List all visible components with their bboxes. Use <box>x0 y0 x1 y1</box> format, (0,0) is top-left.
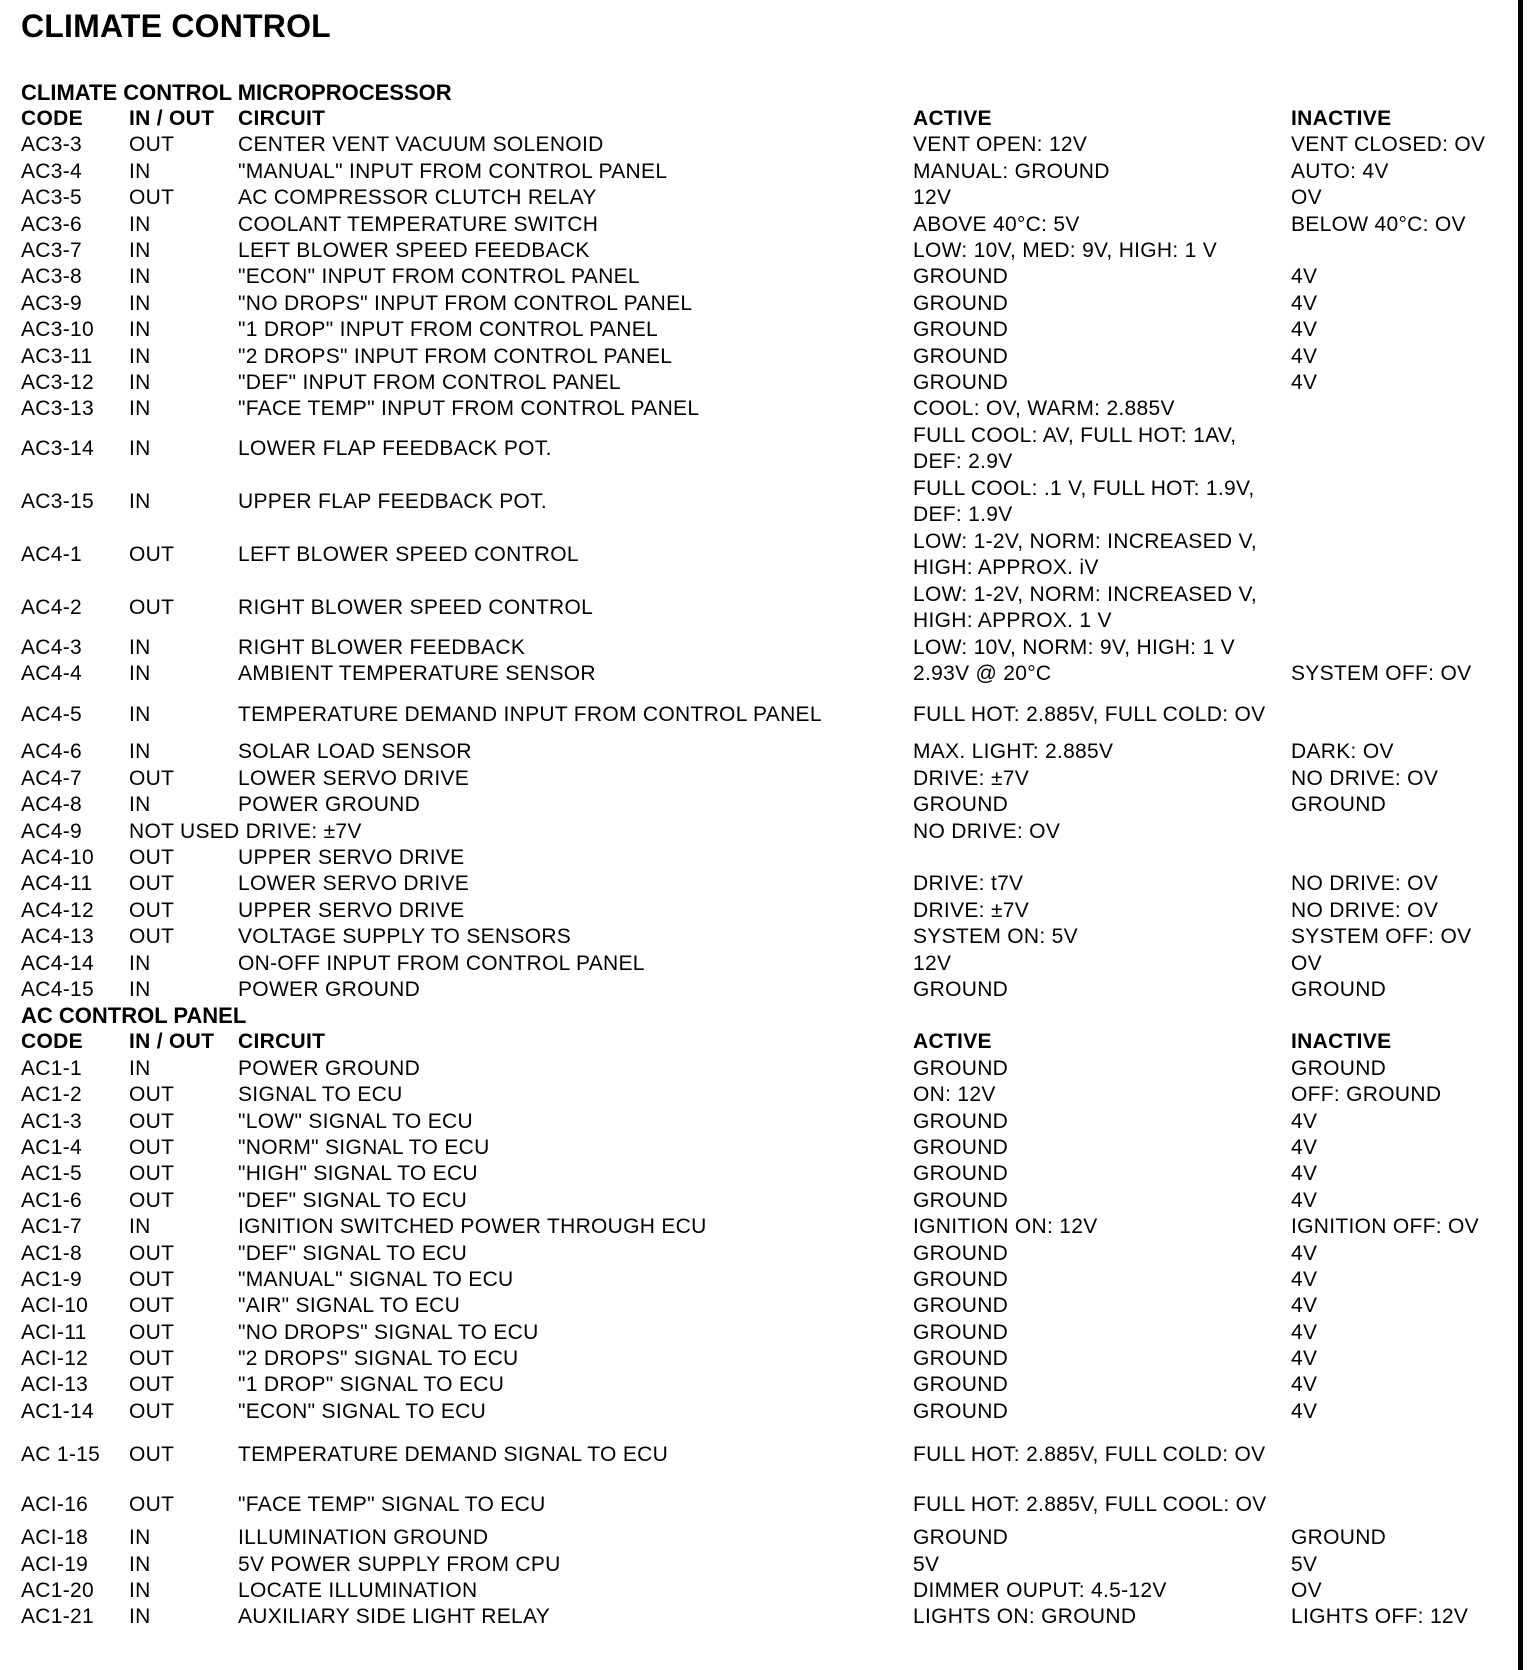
table-row <box>21 291 1501 317</box>
table-row <box>21 1399 1501 1425</box>
row-code: AC1-6 <box>21 1188 83 1212</box>
row-circuit: "NO DROPS" SIGNAL TO ECU <box>238 1320 539 1344</box>
table-row <box>21 529 1501 582</box>
row-active-value: LOW: 1-2V, NORM: INCREASED V, HIGH: APPROX. 1 V <box>913 582 1258 633</box>
row-active-value: GROUND <box>913 344 1009 368</box>
row-inactive-value: NO DRIVE: OV <box>1291 898 1439 922</box>
table-row <box>21 1372 1501 1398</box>
row-active-value: GROUND <box>913 1347 1009 1371</box>
row-circuit: RIGHT BLOWER SPEED CONTROL <box>238 595 594 619</box>
row-circuit: TEMPERATURE DEMAND INPUT FROM CONTROL PANEL <box>238 703 822 727</box>
row-in-out: NOT USED DRIVE: ±7V <box>129 819 362 843</box>
row-in-out: IN <box>129 291 151 315</box>
row-circuit: IGNITION SWITCHED POWER THROUGH ECU <box>238 1215 707 1239</box>
table-row <box>21 185 1501 211</box>
row-active-value: GROUND <box>913 370 1009 394</box>
row-code: AC3-14 <box>21 436 95 460</box>
header-code: CODE <box>21 107 83 130</box>
row-inactive-value: GROUND <box>1291 793 1387 817</box>
row-active-value: GROUND <box>913 793 1009 817</box>
row-active-value: LOW: 10V, NORM: 9V, HIGH: 1 V <box>913 635 1235 659</box>
row-active-value: GROUND <box>913 265 1009 289</box>
row-inactive-value: GROUND <box>1291 1056 1387 1080</box>
row-circuit: "1 DROP" SIGNAL TO ECU <box>238 1373 505 1397</box>
row-inactive-value: GROUND <box>1291 1526 1387 1550</box>
row-circuit: UPPER SERVO DRIVE <box>238 898 465 922</box>
row-active-value: GROUND <box>913 1188 1009 1212</box>
row-in-out: OUT <box>129 1241 175 1265</box>
row-active-value: SYSTEM ON: 5V <box>913 925 1078 949</box>
row-circuit: "FACE TEMP" INPUT FROM CONTROL PANEL <box>238 397 700 421</box>
row-in-out: OUT <box>129 898 175 922</box>
row-inactive-value: AUTO: 4V <box>1291 159 1389 183</box>
row-code: ACI-16 <box>21 1493 89 1517</box>
row-active-value: ON: 12V <box>913 1083 996 1107</box>
row-active-value: 12V <box>913 186 952 210</box>
row-active-value: GROUND <box>913 1056 1009 1080</box>
row-in-out: IN <box>129 635 151 659</box>
row-in-out: IN <box>129 159 151 183</box>
header-active: ACTIVE <box>913 1030 992 1054</box>
row-circuit: VOLTAGE SUPPLY TO SENSORS <box>238 925 572 949</box>
row-in-out: OUT <box>129 595 175 619</box>
header-circuit: CIRCUIT <box>238 107 326 130</box>
table-row <box>21 1056 1501 1082</box>
row-code: AC4-10 <box>21 846 95 870</box>
row-code: AC4-15 <box>21 977 95 1001</box>
table-row <box>21 317 1501 343</box>
page-title: CLIMATE CONTROL <box>21 8 331 44</box>
row-in-out: OUT <box>129 1373 175 1397</box>
row-active-value: FULL HOT: 2.885V, FULL COOL: OV <box>913 1493 1267 1517</box>
row-active-value: FULL HOT: 2.885V, FULL COLD: OV <box>913 1443 1266 1467</box>
row-code: AC1-3 <box>21 1109 83 1133</box>
header-in-out: IN / OUT <box>129 1030 215 1054</box>
row-active-value: 12V <box>913 951 952 975</box>
row-code: ACI-10 <box>21 1294 89 1318</box>
row-active-value: LOW: 1-2V, NORM: INCREASED V, HIGH: APPROX. iV <box>913 529 1258 580</box>
row-in-out: IN <box>129 489 151 513</box>
row-in-out: OUT <box>129 1188 175 1212</box>
row-circuit: "AIR" SIGNAL TO ECU <box>238 1294 461 1318</box>
row-circuit: POWER GROUND <box>238 793 421 817</box>
column-header-row <box>21 1029 1501 1055</box>
table-row <box>21 924 1501 950</box>
row-in-out: IN <box>129 238 151 262</box>
table-row <box>21 739 1501 765</box>
row-circuit: AMBIENT TEMPERATURE SENSOR <box>238 662 596 686</box>
row-code: AC4-11 <box>21 872 93 896</box>
row-circuit: ON-OFF INPUT FROM CONTROL PANEL <box>238 951 645 975</box>
row-inactive-value: VENT CLOSED: OV <box>1291 133 1486 157</box>
row-in-out: OUT <box>129 1320 175 1344</box>
section-ac-control-panel <box>21 1003 1501 1630</box>
row-circuit: CENTER VENT VACUUM SOLENOID <box>238 133 604 157</box>
table-row <box>21 1552 1501 1578</box>
row-circuit: "ECON" INPUT FROM CONTROL PANEL <box>238 265 640 289</box>
row-active-value: FULL HOT: 2.885V, FULL COLD: OV <box>913 703 1266 727</box>
row-active-value: 2.93V @ 20°C <box>913 662 1052 686</box>
row-in-out: IN <box>129 1215 151 1239</box>
row-inactive-value: 4V <box>1291 1267 1318 1291</box>
row-active-value: LOW: 10V, MED: 9V, HIGH: 1 V <box>913 238 1218 262</box>
row-circuit: "2 DROPS" SIGNAL TO ECU <box>238 1347 519 1371</box>
table-row <box>21 766 1501 792</box>
header-inactive: INACTIVE <box>1291 1030 1392 1054</box>
table-row <box>21 1485 1501 1525</box>
row-code: AC3-10 <box>21 318 95 342</box>
row-in-out: OUT <box>129 1109 175 1133</box>
row-in-out: IN <box>129 1579 151 1603</box>
row-in-out: OUT <box>129 1135 175 1159</box>
row-circuit: "2 DROPS" INPUT FROM CONTROL PANEL <box>238 344 673 368</box>
table-rows <box>21 1056 1501 1631</box>
section-title: CLIMATE CONTROL MICROPROCESSOR <box>21 80 452 105</box>
row-in-out: OUT <box>129 1493 175 1517</box>
row-circuit: POWER GROUND <box>238 1056 421 1080</box>
table-row <box>21 264 1501 290</box>
page-border-rule <box>1518 0 1523 1670</box>
row-in-out: OUT <box>129 846 175 870</box>
table-row <box>21 695 1501 735</box>
row-active-value: GROUND <box>913 1109 1009 1133</box>
row-circuit: "HIGH" SIGNAL TO ECU <box>238 1162 478 1186</box>
row-code: AC3-7 <box>21 238 83 262</box>
row-circuit: COOLANT TEMPERATURE SWITCH <box>238 212 599 236</box>
row-active-value: ABOVE 40°C: 5V <box>913 212 1080 236</box>
header-code: CODE <box>21 1030 83 1054</box>
row-in-out: OUT <box>129 1347 175 1371</box>
row-active-value: COOL: OV, WARM: 2.885V <box>913 397 1175 421</box>
row-code: AC3-11 <box>21 344 93 368</box>
row-circuit: RIGHT BLOWER FEEDBACK <box>238 635 526 659</box>
row-in-out: IN <box>129 951 151 975</box>
row-code: AC3-12 <box>21 370 95 394</box>
row-circuit: POWER GROUND <box>238 977 421 1001</box>
row-code: AC4-9 <box>21 819 83 843</box>
table-row <box>21 476 1501 529</box>
row-code: AC3-3 <box>21 133 83 157</box>
row-inactive-value: 4V <box>1291 1399 1318 1423</box>
row-active-value: LIGHTS ON: GROUND <box>913 1605 1137 1629</box>
row-in-out: OUT <box>129 133 175 157</box>
row-inactive-value: SYSTEM OFF: OV <box>1291 662 1472 686</box>
row-inactive-value: 4V <box>1291 1373 1318 1397</box>
table-row <box>21 1214 1501 1240</box>
table-row <box>21 1604 1501 1630</box>
table-row <box>21 344 1501 370</box>
section-title: AC CONTROL PANEL <box>21 1003 247 1029</box>
row-inactive-value: NO DRIVE: OV <box>1291 872 1439 896</box>
row-code: AC1-4 <box>21 1135 83 1159</box>
table-row <box>21 159 1501 185</box>
table-row <box>21 1188 1501 1214</box>
row-inactive-value: 4V <box>1291 1135 1318 1159</box>
table-row <box>21 871 1501 897</box>
row-code: AC4-12 <box>21 898 95 922</box>
row-code: AC4-3 <box>21 635 83 659</box>
row-active-value: FULL COOL: .1 V, FULL HOT: 1.9V, DEF: 1.9V <box>913 476 1255 527</box>
row-inactive-value: GROUND <box>1291 977 1387 1001</box>
row-active-value: GROUND <box>913 1267 1009 1291</box>
row-in-out: IN <box>129 1552 151 1576</box>
row-in-out: OUT <box>129 872 175 896</box>
row-code: AC1-21 <box>21 1605 95 1629</box>
row-active-value: GROUND <box>913 1399 1009 1423</box>
section-microprocessor <box>21 80 1501 1003</box>
table-row <box>21 1082 1501 1108</box>
table-row <box>21 1435 1501 1475</box>
row-inactive-value: LIGHTS OFF: 12V <box>1291 1605 1469 1629</box>
row-inactive-value: NO DRIVE: OV <box>1291 766 1439 790</box>
row-circuit: LOCATE ILLUMINATION <box>238 1579 478 1603</box>
row-in-out: OUT <box>129 766 175 790</box>
row-in-out: IN <box>129 703 151 727</box>
row-in-out: OUT <box>129 1162 175 1186</box>
row-circuit: AUXILIARY SIDE LIGHT RELAY <box>238 1605 551 1629</box>
row-code: AC3-4 <box>21 159 83 183</box>
row-inactive-value: 4V <box>1291 1294 1318 1318</box>
row-inactive-value: 4V <box>1291 1109 1318 1133</box>
row-in-out: IN <box>129 1056 151 1080</box>
header-circuit: CIRCUIT <box>238 1030 326 1054</box>
row-circuit: UPPER SERVO DRIVE <box>238 846 465 870</box>
row-in-out: IN <box>129 740 151 764</box>
row-active-value: GROUND <box>913 1162 1009 1186</box>
row-inactive-value: 4V <box>1291 1347 1318 1371</box>
row-code: AC4-14 <box>21 951 95 975</box>
row-code: AC3-8 <box>21 265 83 289</box>
row-circuit: "DEF" SIGNAL TO ECU <box>238 1241 468 1265</box>
row-inactive-value: 4V <box>1291 1241 1318 1265</box>
row-active-value: MANUAL: GROUND <box>913 159 1110 183</box>
table-row <box>21 1161 1501 1187</box>
table-row <box>21 635 1501 661</box>
row-inactive-value: IGNITION OFF: OV <box>1291 1215 1479 1239</box>
table-row <box>21 1525 1501 1551</box>
row-active-value: GROUND <box>913 1373 1009 1397</box>
table-row <box>21 661 1501 687</box>
table-row <box>21 898 1501 924</box>
row-code: AC4-4 <box>21 662 83 686</box>
row-inactive-value: DARK: OV <box>1291 740 1394 764</box>
row-inactive-value: 4V <box>1291 291 1318 315</box>
row-circuit: "NO DROPS" INPUT FROM CONTROL PANEL <box>238 291 693 315</box>
row-in-out: IN <box>129 662 151 686</box>
row-circuit: "FACE TEMP" SIGNAL TO ECU <box>238 1493 546 1517</box>
document-body <box>21 80 1501 1631</box>
row-in-out: IN <box>129 1605 151 1629</box>
row-code: AC4-13 <box>21 925 95 949</box>
table-row <box>21 1293 1501 1319</box>
row-active-value: GROUND <box>913 318 1009 342</box>
table-row <box>21 977 1501 1003</box>
table-row <box>21 238 1501 264</box>
column-header-row <box>21 106 1501 132</box>
row-circuit: UPPER FLAP FEEDBACK POT. <box>238 489 548 513</box>
row-inactive-value: 4V <box>1291 1162 1318 1186</box>
row-code: AC1-8 <box>21 1241 83 1265</box>
row-inactive-value: OV <box>1291 186 1322 210</box>
row-active-value: 5V <box>913 1552 940 1576</box>
row-in-out: IN <box>129 318 151 342</box>
table-row <box>21 1346 1501 1372</box>
row-circuit: SIGNAL TO ECU <box>238 1083 403 1107</box>
table-row <box>21 132 1501 158</box>
row-active-value: DIMMER OUPUT: 4.5-12V <box>913 1579 1167 1603</box>
header-inactive: INACTIVE <box>1291 107 1392 130</box>
row-code: AC1-1 <box>21 1056 83 1080</box>
table-row <box>21 1578 1501 1604</box>
row-active-value: FULL COOL: AV, FULL HOT: 1AV, DEF: 2.9V <box>913 423 1237 474</box>
row-in-out: IN <box>129 344 151 368</box>
row-in-out: IN <box>129 793 151 817</box>
row-inactive-value: SYSTEM OFF: OV <box>1291 925 1472 949</box>
row-active-value: GROUND <box>913 1294 1009 1318</box>
row-code: ACI-18 <box>21 1526 89 1550</box>
table-rows <box>21 132 1501 1003</box>
row-code: ACI-12 <box>21 1347 89 1371</box>
row-in-out: OUT <box>129 925 175 949</box>
row-code: AC3-13 <box>21 397 95 421</box>
row-active-value: GROUND <box>913 1241 1009 1265</box>
row-code: AC4-2 <box>21 595 83 619</box>
row-in-out: OUT <box>129 1294 175 1318</box>
row-in-out: IN <box>129 436 151 460</box>
row-active-value: GROUND <box>913 1526 1009 1550</box>
row-code: AC1-5 <box>21 1162 83 1186</box>
row-in-out: IN <box>129 265 151 289</box>
row-in-out: OUT <box>129 1443 175 1467</box>
row-active-value: GROUND <box>913 1320 1009 1344</box>
row-circuit: "NORM" SIGNAL TO ECU <box>238 1135 490 1159</box>
row-code: AC4-7 <box>21 766 83 790</box>
table-row <box>21 951 1501 977</box>
row-active-value: NO DRIVE: OV <box>913 819 1061 843</box>
row-active-value: DRIVE: ±7V <box>913 766 1030 790</box>
table-row <box>21 582 1501 635</box>
row-circuit: "MANUAL" SIGNAL TO ECU <box>238 1267 514 1291</box>
row-code: ACI-13 <box>21 1373 89 1397</box>
table-row <box>21 1320 1501 1346</box>
row-in-out: OUT <box>129 1267 175 1291</box>
header-active: ACTIVE <box>913 107 992 130</box>
row-code: AC4-5 <box>21 703 83 727</box>
table-row <box>21 423 1501 476</box>
row-in-out: OUT <box>129 542 175 566</box>
row-code: AC4-1 <box>21 542 83 566</box>
header-in-out: IN / OUT <box>129 107 215 130</box>
row-code: ACI-19 <box>21 1552 89 1576</box>
row-active-value: DRIVE: t7V <box>913 872 1024 896</box>
table-row <box>21 792 1501 818</box>
row-circuit: LOWER FLAP FEEDBACK POT. <box>238 436 552 460</box>
row-in-out: OUT <box>129 186 175 210</box>
row-inactive-value: 4V <box>1291 344 1318 368</box>
row-active-value: DRIVE: ±7V <box>913 898 1030 922</box>
row-in-out: IN <box>129 1526 151 1550</box>
table-row <box>21 1135 1501 1161</box>
row-circuit: SOLAR LOAD SENSOR <box>238 740 472 764</box>
row-code: AC4-6 <box>21 740 83 764</box>
table-row <box>21 1267 1501 1293</box>
row-circuit: "ECON" SIGNAL TO ECU <box>238 1399 487 1423</box>
row-code: AC3-15 <box>21 489 95 513</box>
row-active-value: GROUND <box>913 291 1009 315</box>
row-code: AC3-9 <box>21 291 83 315</box>
row-code: AC 1-15 <box>21 1443 101 1467</box>
row-circuit: "DEF" INPUT FROM CONTROL PANEL <box>238 370 621 394</box>
row-inactive-value: BELOW 40°C: OV <box>1291 212 1466 236</box>
row-inactive-value: OV <box>1291 1579 1322 1603</box>
row-circuit: "1 DROP" INPUT FROM CONTROL PANEL <box>238 318 658 342</box>
row-code: AC3-6 <box>21 212 83 236</box>
row-inactive-value: 4V <box>1291 1188 1318 1212</box>
table-row <box>21 1241 1501 1267</box>
row-circuit: LOWER SERVO DRIVE <box>238 766 470 790</box>
row-in-out: IN <box>129 370 151 394</box>
row-circuit: "LOW" SIGNAL TO ECU <box>238 1109 473 1133</box>
row-circuit: LEFT BLOWER SPEED CONTROL <box>238 542 579 566</box>
row-circuit: ILLUMINATION GROUND <box>238 1526 489 1550</box>
row-active-value: VENT OPEN: 12V <box>913 133 1088 157</box>
row-code: AC3-5 <box>21 186 83 210</box>
table-row <box>21 396 1501 422</box>
row-circuit: LEFT BLOWER SPEED FEEDBACK <box>238 238 590 262</box>
row-in-out: OUT <box>129 1083 175 1107</box>
row-in-out: IN <box>129 397 151 421</box>
row-inactive-value: 4V <box>1291 370 1318 394</box>
row-active-value: GROUND <box>913 1135 1009 1159</box>
row-circuit: "DEF" SIGNAL TO ECU <box>238 1188 468 1212</box>
table-row <box>21 1109 1501 1135</box>
row-code: AC1-2 <box>21 1083 83 1107</box>
row-active-value: MAX. LIGHT: 2.885V <box>913 740 1114 764</box>
row-inactive-value: 5V <box>1291 1552 1318 1576</box>
row-circuit: 5V POWER SUPPLY FROM CPU <box>238 1552 561 1576</box>
row-circuit: "MANUAL" INPUT FROM CONTROL PANEL <box>238 159 668 183</box>
row-code: AC1-20 <box>21 1579 95 1603</box>
row-inactive-value: OV <box>1291 951 1322 975</box>
row-inactive-value: 4V <box>1291 318 1318 342</box>
row-circuit: AC COMPRESSOR CLUTCH RELAY <box>238 186 597 210</box>
table-row <box>21 370 1501 396</box>
row-code: AC4-8 <box>21 793 83 817</box>
row-code: ACI-11 <box>21 1320 87 1344</box>
row-active-value: IGNITION ON: 12V <box>913 1215 1098 1239</box>
row-code: AC1-14 <box>21 1399 95 1423</box>
row-circuit: TEMPERATURE DEMAND SIGNAL TO ECU <box>238 1443 669 1467</box>
table-row <box>21 819 1501 845</box>
row-inactive-value: 4V <box>1291 1320 1318 1344</box>
row-active-value: GROUND <box>913 977 1009 1001</box>
row-inactive-value: OFF: GROUND <box>1291 1083 1442 1107</box>
row-code: AC1-9 <box>21 1267 83 1291</box>
row-in-out: IN <box>129 977 151 1001</box>
table-row <box>21 845 1501 871</box>
row-circuit: LOWER SERVO DRIVE <box>238 872 470 896</box>
row-in-out: IN <box>129 212 151 236</box>
table-row <box>21 212 1501 238</box>
row-in-out: OUT <box>129 1399 175 1423</box>
row-code: AC1-7 <box>21 1215 83 1239</box>
row-inactive-value: 4V <box>1291 265 1318 289</box>
